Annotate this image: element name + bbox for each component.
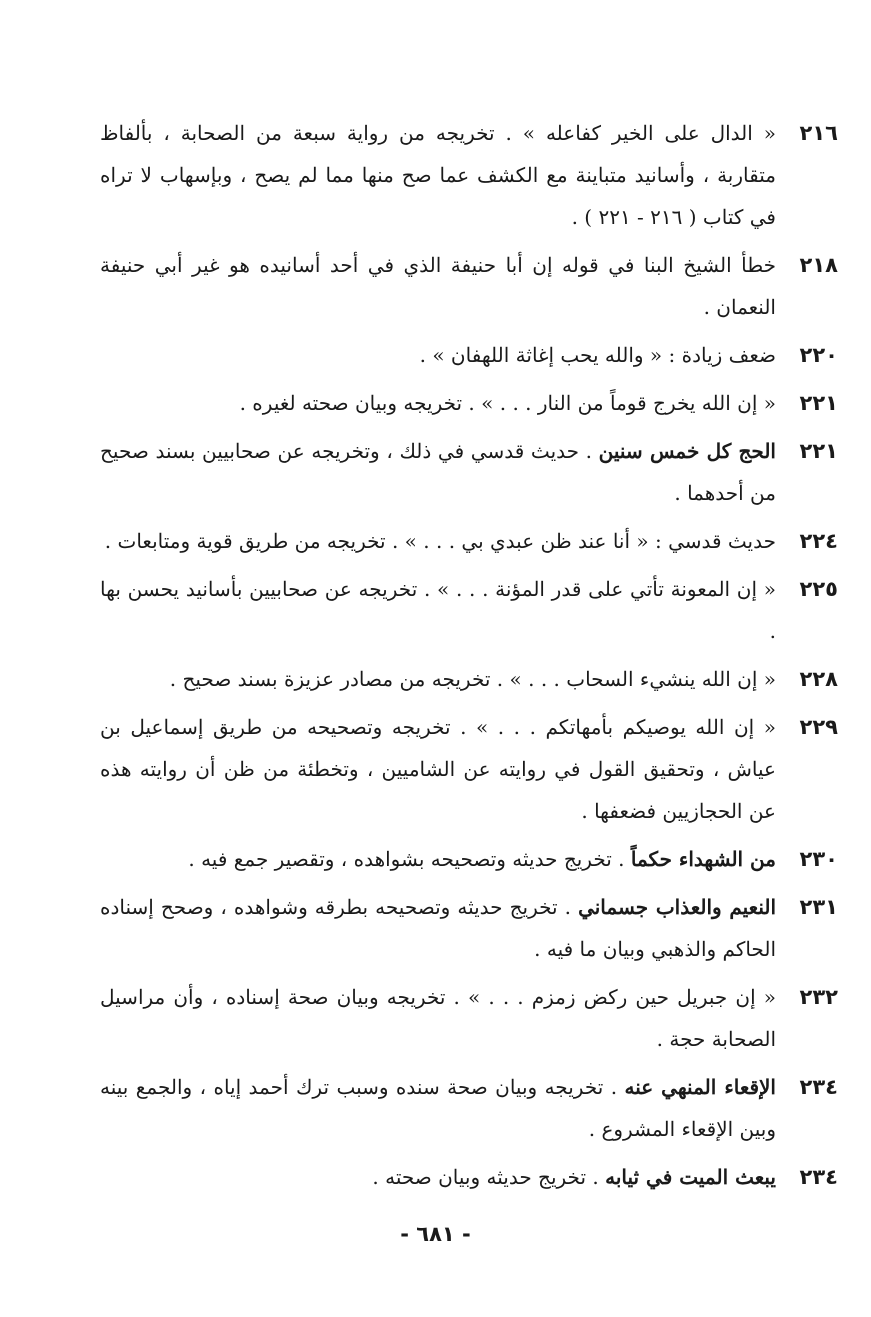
entry-text: [100, 244, 776, 328]
entry-body: « إن المعونة تأتي على قدر المؤنة . . . » . تخريجه عن صحابيين بأسانيد يحسن بها .: [100, 577, 776, 643]
entry-text: [100, 568, 776, 652]
entry-page-number: ٢٣٢: [799, 985, 838, 1009]
entry-page-number: ٢٣١: [799, 895, 838, 919]
entry-page-number: ٢٣٠: [799, 847, 838, 871]
entry-text: [100, 382, 776, 424]
index-entry: [100, 430, 838, 514]
entry-body: « إن جبريل حين ركض زمزم . . . » . تخريجه وبيان صحة إسناده ، وأن مراسيل الصحابة حجة .: [100, 985, 776, 1051]
entry-page-number: ٢٢٠: [799, 343, 838, 367]
entry-body: حديث قدسي : « أنا عند ظن عبدي بي . . . » . تخريجه من طريق قوية ومتابعات .: [104, 529, 776, 553]
entry-text: [100, 520, 776, 562]
entry-body: . حديث قدسي في ذلك ، وتخريجه عن صحابيين بسند صحيح من أحدهما .: [100, 439, 776, 505]
entry-page-number: ٢١٦: [799, 121, 838, 145]
entry-text: [100, 706, 776, 832]
index-entry: [100, 112, 838, 238]
entry-body: « إن الله يخرج قوماً من النار . . . » . تخريجه وبيان صحته لغيره .: [239, 391, 776, 415]
entry-page-number: ٢٢٥: [799, 577, 838, 601]
index-entry: [100, 976, 838, 1060]
entry-page-number: ٢٢٤: [799, 529, 838, 553]
entry-body: « الدال على الخير كفاعله » . تخريجه من رواية سبعة من الصحابة ، بألفاظ متقاربة ، وأسانيد متباينة مع الكشف عما صح منها مما لم يصح ، وبإسهاب لا تراه في كتاب ( ٢١٦ - ٢٢١ ) .: [100, 121, 776, 229]
entry-body: « إن الله ينشيء السحاب . . . » . تخريجه من مصادر عزيزة بسند صحيح .: [169, 667, 776, 691]
entry-heading: الحج كل خمس سنين: [598, 439, 776, 463]
index-entry: [100, 1066, 838, 1150]
entry-page-number: ٢٢١: [799, 439, 838, 463]
entry-body: خطأ الشيخ البنا في قوله إن أبا حنيفة الذي في أحد أسانيده هو غير أبي حنيفة النعمان .: [100, 253, 776, 319]
index-entry: [100, 520, 838, 562]
index-entry: [100, 706, 838, 832]
entry-text: [100, 886, 776, 970]
index-page: [100, 112, 838, 1198]
entry-text: [100, 838, 776, 880]
entry-body: . تخريج حديثه وتصحيحه بشواهده ، وتقصير جمع فيه .: [188, 847, 631, 871]
entry-page-number: ٢٣٤: [799, 1075, 838, 1099]
entry-body: . تخريج حديثه وبيان صحته .: [372, 1165, 606, 1189]
entry-heading: النعيم والعذاب جسماني: [578, 895, 777, 919]
entry-page-number: ٢١٨: [799, 253, 838, 277]
entry-page-number: ٢٣٤: [799, 1165, 838, 1189]
index-entry: [100, 886, 838, 970]
index-entry: [100, 244, 838, 328]
entry-page-number: ٢٢٨: [799, 667, 838, 691]
entry-page-number: ٢٢١: [799, 391, 838, 415]
entry-body: . تخريجه وبيان صحة سنده وسبب ترك أحمد إياه ، والجمع بينه وبين الإقعاء المشروع .: [100, 1075, 776, 1141]
entry-text: [100, 112, 776, 238]
entry-heading: من الشهداء حكماً: [630, 847, 776, 871]
entry-body: « إن الله يوصيكم بأمهاتكم . . . » . تخريجه وتصحيحه من طريق إسماعيل بن عياش ، وتحقيق القول في روايته عن الشاميين ، وتخطئة من ظن أن روايته هذه عن الحجازيين فضعفها .: [100, 715, 776, 823]
entry-text: [100, 430, 776, 514]
entry-text: [100, 334, 776, 376]
entry-text: [100, 658, 776, 700]
index-entry: [100, 334, 838, 376]
index-entry: [100, 838, 838, 880]
entry-body: . تخريج حديثه وتصحيحه بطرقه وشواهده ، وصحح إسناده الحاكم والذهبي وبيان ما فيه .: [100, 895, 776, 961]
page-number-footer: - ٦٨١ -: [400, 1222, 471, 1246]
entry-page-number: ٢٢٩: [799, 715, 838, 739]
index-entry: [100, 658, 838, 700]
entry-heading: الإقعاء المنهي عنه: [624, 1075, 776, 1099]
entry-text: [100, 1156, 776, 1198]
entry-text: [100, 976, 776, 1060]
entry-body: ضعف زيادة : « والله يحب إغاثة اللهفان » .: [419, 343, 776, 367]
index-entry: [100, 382, 838, 424]
entry-text: [100, 1066, 776, 1150]
entry-heading: يبعث الميت في ثيابه: [605, 1165, 776, 1189]
index-entry: [100, 568, 838, 652]
index-entry: [100, 1156, 838, 1198]
